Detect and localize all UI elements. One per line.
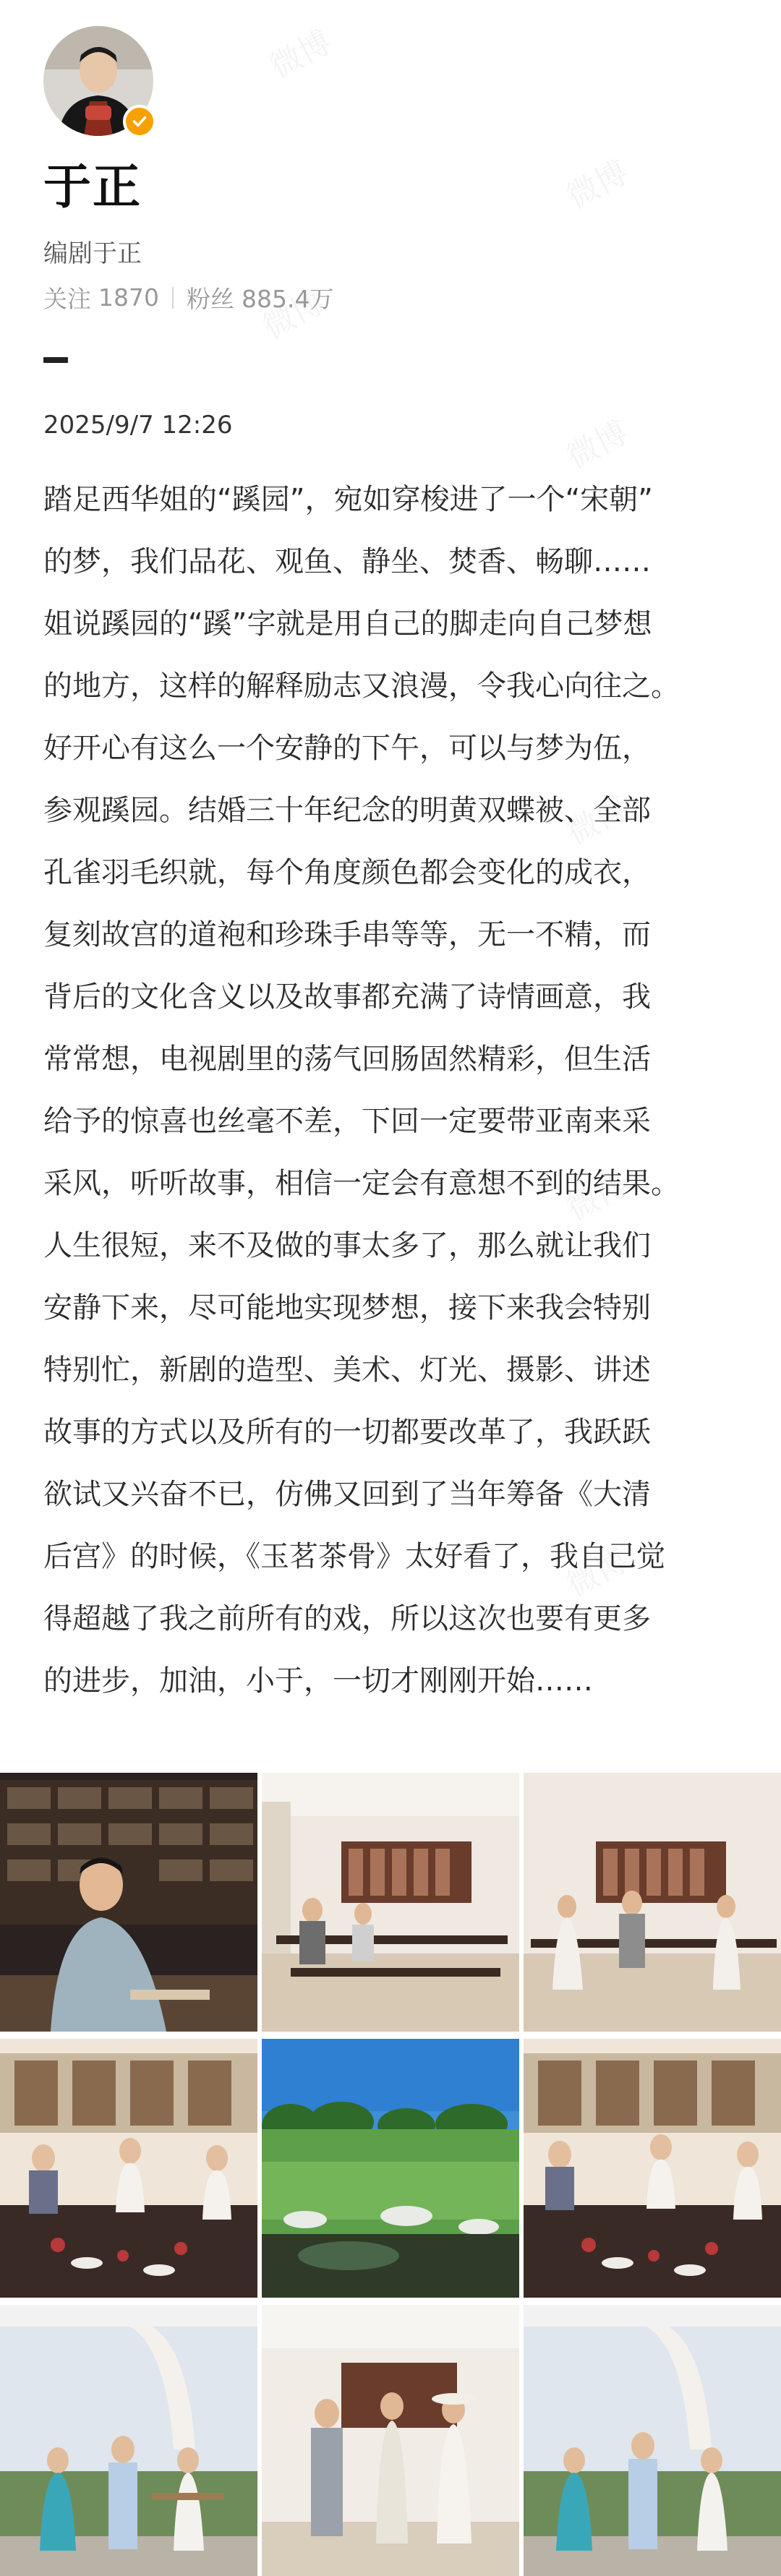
- photo-garden-pond[interactable]: [262, 2039, 519, 2298]
- watermark: [557, 147, 635, 218]
- followers-count[interactable]: 885.4万: [241, 285, 334, 313]
- photo-tea-table-group[interactable]: [0, 2039, 257, 2298]
- post-text: [43, 468, 741, 1712]
- post-line: 踏足西华姐的“蹊园”，宛如穿梭进了一个“宋朝”: [43, 483, 653, 516]
- post-line: 的梦，我们品花、观鱼、静坐、焚香、畅聊……: [43, 545, 651, 578]
- post-line: 给予的惊喜也丝毫不差，下回一定要带亚南来采: [43, 1105, 651, 1138]
- post-line: 后宫》的时候，《玉茗茶骨》太好看了，我自己觉: [43, 1540, 665, 1573]
- post-line: 采风，听听故事，相信一定会有意想不到的结果。: [43, 1167, 680, 1200]
- post-line: 特别忙，新剧的造型、美术、灯光、摄影、讲述: [43, 1353, 651, 1387]
- username[interactable]: 于正: [43, 159, 142, 215]
- followers-label[interactable]: 粉丝: [186, 285, 234, 313]
- photo-pavilion-group[interactable]: [0, 2305, 257, 2576]
- photo-three-standing[interactable]: [262, 2305, 519, 2576]
- photo-man-in-library[interactable]: [0, 1773, 257, 2032]
- photo-grid: [0, 1773, 781, 2576]
- user-bio: 编剧于正: [43, 239, 142, 268]
- post-line: 人生很短，来不及做的事太多了，那么就让我们: [43, 1229, 651, 1262]
- post-line: 孔雀羽毛织就，每个角度颜色都会变化的成衣，: [43, 856, 651, 889]
- post-line: 常常想，电视剧里的荡气回肠固然精彩，但生活: [43, 1043, 651, 1076]
- post-line: 安静下来，尽可能地实现梦想，接下来我会特别: [43, 1291, 651, 1325]
- post-line: 欲试又兴奋不已，仿佛又回到了当年筹备《大清: [43, 1478, 651, 1511]
- watermark: [557, 407, 635, 478]
- post-line: 姐说蹊园的“蹊”字就是用自己的脚走向自己梦想: [43, 607, 652, 641]
- photo-tea-table-group-2[interactable]: [524, 2039, 781, 2298]
- post-line: 的进步，加油，小于，一切才刚刚开始……: [43, 1664, 593, 1698]
- post-line: 复刻故宫的道袍和珍珠手串等等，无一不精，而: [43, 918, 651, 951]
- post-line: 得超越了我之前所有的戏，所以这次也要有更多: [43, 1602, 651, 1635]
- stats-divider: [172, 287, 174, 309]
- post-line: 故事的方式以及所有的一切都要改革了，我跃跃: [43, 1416, 651, 1449]
- photo-pavilion-group-2[interactable]: [524, 2305, 781, 2576]
- follow-stats: [43, 281, 333, 314]
- post-line: 背后的文化含义以及故事都充满了诗情画意，我: [43, 980, 651, 1014]
- watermark: [260, 17, 338, 87]
- post-line: 好开心有这么一个安静的下午，可以与梦为伍，: [43, 732, 651, 765]
- post-line: 参观蹊园。结婚三十年纪念的明黄双蝶被、全部: [43, 794, 651, 827]
- section-divider: [43, 357, 68, 363]
- post-timestamp: 2025/9/7 12:26: [43, 411, 233, 440]
- following-label[interactable]: 关注: [43, 285, 91, 313]
- photo-study-room-two[interactable]: [262, 1773, 519, 2032]
- following-count[interactable]: 1870: [98, 283, 159, 312]
- post-line: 的地方，这样的解释励志又浪漫，令我心向往之。: [43, 669, 680, 703]
- verified-badge-icon: [123, 105, 156, 138]
- photo-study-room-three[interactable]: [524, 1773, 781, 2032]
